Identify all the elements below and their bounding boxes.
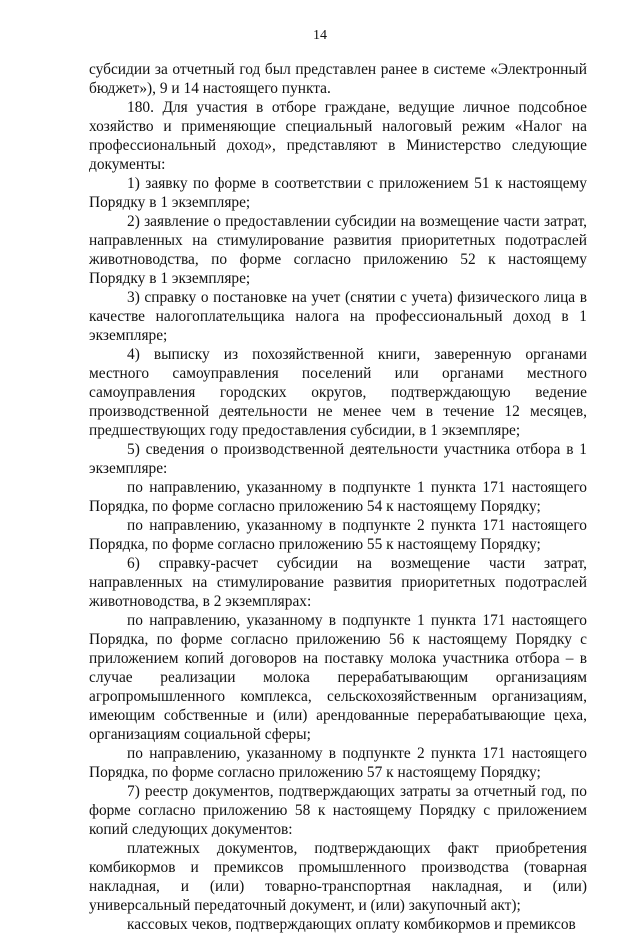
paragraph-direction-1-calc: по направлению, указанному в подпункте 1 пункта 171 настоящего Порядка, по форме согласно приложению 56 к настоящему Порядку с приложением копий договоров на поставку молока участника отбора – в случае реализации молока перерабатывающим организациям агропромышленного комплекса, сельскохозяйственным организациям, имеющим собственные и (или) арендованные перерабатывающие цеха, организациям социальной сферы; xyxy=(89,612,587,743)
page-number: 14 xyxy=(313,28,327,43)
paragraph-subitem-5: 5) сведения о производственной деятельности участника отбора в 1 экземпляре: xyxy=(89,441,587,477)
paragraph-subitem-2: 2) заявление о предоставлении субсидии на возмещение части затрат, направленных на стимулирование развития приоритетных подотраслей животноводства, по форме согласно приложению 52 к настоящему Порядку в 1 экземпляре; xyxy=(89,213,587,287)
paragraph-subitem-1: 1) заявку по форме в соответствии с приложением 51 к настоящему Порядку в 1 экземпляре; xyxy=(89,175,587,211)
paragraph-subitem-3: 3) справку о постановке на учет (снятии с учета) физического лица в качестве налогоплательщика налога на профессиональный доход в 1 экземпляре; xyxy=(89,289,587,344)
paragraph-direction-2-calc: по направлению, указанному в подпункте 2 пункта 171 настоящего Порядка, по форме согласно приложению 57 к настоящему Порядку; xyxy=(89,745,587,781)
paragraph-cash-receipts: кассовых чеков, подтверждающих оплату комбикормов и премиксов xyxy=(127,916,576,933)
paragraph-direction-2-info: по направлению, указанному в подпункте 2 пункта 171 настоящего Порядка, по форме согласно приложению 55 к настоящему Порядку; xyxy=(89,517,587,553)
paragraph-item-180: 180. Для участия в отборе граждане, ведущие личное подсобное хозяйство и применяющие специальный налоговый режим «Налог на профессиональный доход», представляют в Министерство следующие документы: xyxy=(89,99,587,173)
document-body xyxy=(89,60,587,934)
paragraph-subitem-7: 7) реестр документов, подтверждающих затраты за отчетный год, по форме согласно приложению 58 к настоящему Порядку с приложением копий следующих документов: xyxy=(89,783,587,838)
paragraph-subitem-4: 4) выписку из похозяйственной книги, заверенную органами местного самоуправления поселений или органами местного самоуправления городских округов, подтверждающую ведение производственной деятельности не менее чем в течение 12 месяцев, предшествующих году предоставления субсидии, в 1 экземпляре; xyxy=(89,346,587,439)
paragraph-continuation: субсидии за отчетный год был представлен ранее в системе «Электронный бюджет»), 9 и 14 настоящего пункта. xyxy=(89,61,587,97)
paragraph-payment-documents: платежных документов, подтверждающих факт приобретения комбикормов и премиксов промышленного производства (товарная накладная, и (или) товарно-транспортная накладная, и (или) универсальный передаточный документ, и (или) закупочный акт); xyxy=(89,840,587,914)
paragraph-subitem-6: 6) справку-расчет субсидии на возмещение части затрат, направленных на стимулирование развития приоритетных подотраслей животноводства, в 2 экземплярах: xyxy=(89,555,587,610)
paragraph-direction-1-info: по направлению, указанному в подпункте 1 пункта 171 настоящего Порядка, по форме согласно приложению 54 к настоящему Порядку; xyxy=(89,479,587,515)
